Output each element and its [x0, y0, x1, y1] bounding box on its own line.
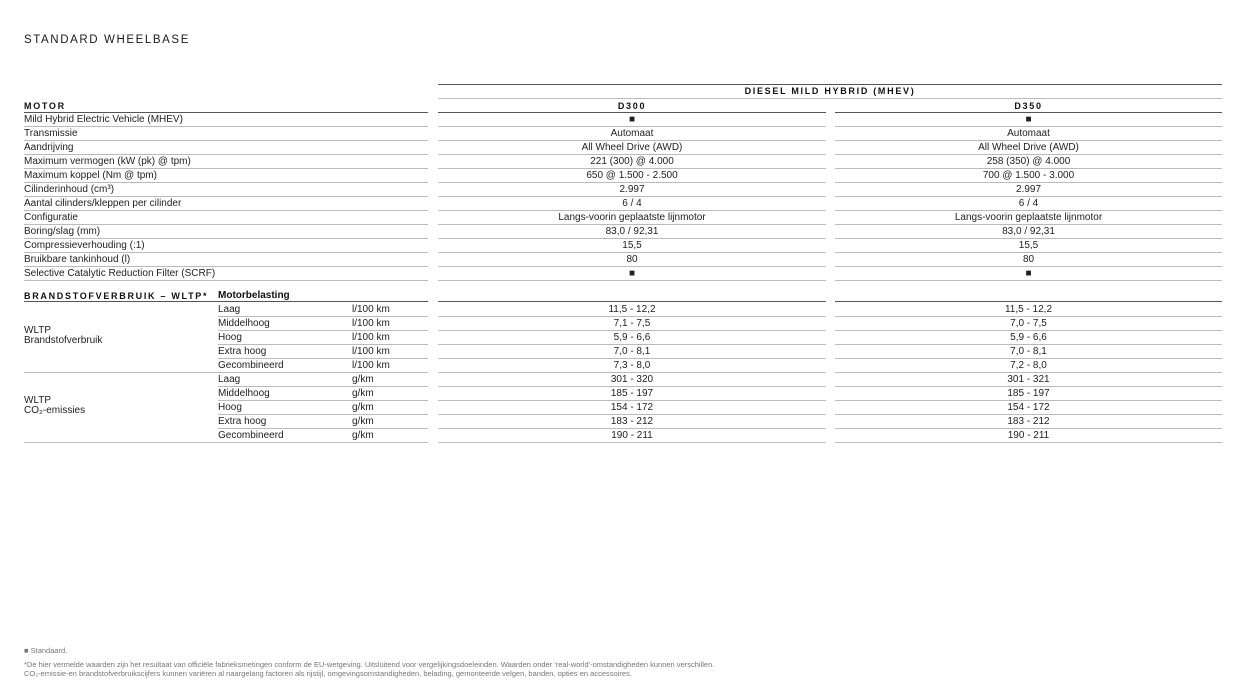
cell-d300: 221 (300) @ 4.000 — [590, 156, 674, 167]
load-label: Gecombineerd — [218, 360, 284, 371]
row-label: Maximum koppel (Nm @ tpm) — [24, 170, 157, 181]
load-label: Laag — [218, 374, 241, 385]
unit-label: g/km — [352, 402, 374, 413]
divider — [438, 84, 1222, 85]
divider — [835, 112, 1222, 113]
cell-d350: 15,5 — [1018, 240, 1039, 251]
page-title: STANDARD WHEELBASE — [24, 34, 190, 46]
cell-d300: ■ — [628, 114, 636, 125]
cell-d350: 700 @ 1.500 - 3.000 — [982, 170, 1075, 181]
row-divider — [835, 442, 1222, 443]
unit-label: g/km — [352, 388, 374, 399]
cell-d350: All Wheel Drive (AWD) — [978, 142, 1079, 153]
cell-d300: 83,0 / 92,31 — [605, 226, 659, 237]
unit-label: l/100 km — [352, 304, 390, 315]
motor-heading: MOTOR — [24, 101, 66, 111]
row-divider — [24, 140, 428, 141]
cell-d350: 7,0 - 8,1 — [1010, 346, 1047, 357]
cell-d300: Automaat — [610, 128, 654, 139]
row-label: Cilinderinhoud (cm³) — [24, 184, 115, 195]
load-label: Laag — [218, 304, 241, 315]
row-label: Aandrijving — [24, 142, 74, 153]
footnote-1: *De hier vermelde waarden zijn het resultaat van officiële fabrieksmetingen conform de EU-wetgeving. Uitsluitend voor vergelijkingsdoeleinden. Waarden onder 'real-world'-omstandigheden kunnen verschillen. — [24, 660, 715, 669]
unit-label: l/100 km — [352, 318, 390, 329]
cell-d300: 185 - 197 — [610, 388, 654, 399]
row-divider — [218, 330, 428, 331]
row-label: Compressieverhouding (:1) — [24, 240, 145, 251]
group-label-line2: Brandstofverbruik — [24, 335, 103, 346]
cell-d300: Langs-voorin geplaatste lijnmotor — [558, 212, 706, 223]
load-label: Extra hoog — [218, 416, 267, 427]
load-label: Extra hoog — [218, 346, 267, 357]
cell-d300: 7,3 - 8,0 — [613, 360, 651, 371]
cell-d350: Automaat — [1007, 128, 1050, 139]
divider — [24, 112, 428, 113]
row-divider — [438, 442, 826, 443]
unit-label: g/km — [352, 374, 374, 385]
cell-d300: ■ — [628, 268, 636, 279]
cell-d300: 154 - 172 — [610, 402, 654, 413]
row-label: Transmissie — [24, 128, 78, 139]
group-header: DIESEL MILD HYBRID (MHEV) — [744, 86, 916, 96]
unit-label: l/100 km — [352, 360, 390, 371]
cell-d350: 7,2 - 8,0 — [1010, 360, 1047, 371]
row-label: Bruikbare tankinhoud (l) — [24, 254, 131, 265]
load-label: Hoog — [218, 332, 242, 343]
divider — [438, 98, 1222, 99]
cell-d350: Langs-voorin geplaatste lijnmotor — [954, 212, 1103, 223]
group-label-line2: CO₂-emissies — [24, 405, 86, 416]
cell-d350: 11,5 - 12,2 — [1004, 304, 1053, 315]
cell-d300: 650 @ 1.500 - 2.500 — [586, 170, 678, 181]
motorbelasting-header: Motorbelasting — [218, 290, 290, 301]
cell-d300: 15,5 — [622, 240, 642, 251]
fuel-heading: BRANDSTOFVERBRUIK – WLTP* — [24, 291, 209, 301]
cell-d350: 7,0 - 7,5 — [1010, 318, 1047, 329]
footnote-2: CO₂-emissie-en brandstofverbruikscijfers kunnen variëren al naargelang factoren als rijstijl, omgevingsomstandigheden, belading, gemonteerde velgen, banden, opties en accessoires. — [24, 669, 632, 678]
load-label: Middelhoog — [218, 388, 270, 399]
divider — [438, 301, 826, 302]
cell-d350: 185 - 197 — [1007, 388, 1050, 399]
footnote-standard: ■ Standaard. — [24, 646, 68, 655]
group-label-line1: WLTP — [24, 395, 52, 406]
cell-d350: 5,9 - 6,6 — [1010, 332, 1047, 343]
row-label: Configuratie — [24, 212, 78, 223]
cell-d300: 5,9 - 6,6 — [613, 332, 651, 343]
cell-d350: ■ — [1025, 268, 1032, 279]
cell-d350: 154 - 172 — [1007, 402, 1050, 413]
row-divider — [24, 280, 428, 281]
cell-d300: 80 — [626, 254, 638, 265]
cell-d300: 301 - 320 — [610, 374, 654, 385]
cell-d350: 258 (350) @ 4.000 — [986, 156, 1071, 167]
group-label-line1: WLTP — [24, 325, 52, 336]
row-divider — [24, 126, 428, 127]
cell-d300: 11,5 - 12,2 — [608, 304, 656, 315]
column-header-d350: D350 — [1014, 101, 1043, 111]
load-label: Middelhoog — [218, 318, 270, 329]
row-divider — [438, 280, 826, 281]
divider — [438, 112, 826, 113]
cell-d300: 190 - 211 — [611, 430, 653, 441]
row-label: Mild Hybrid Electric Vehicle (MHEV) — [24, 114, 183, 125]
row-label: Boring/slag (mm) — [24, 226, 101, 237]
cell-d300: All Wheel Drive (AWD) — [581, 142, 683, 153]
cell-d350: 2.997 — [1015, 184, 1042, 195]
row-divider — [835, 280, 1222, 281]
cell-d350: 183 - 212 — [1007, 416, 1050, 427]
cell-d350: ■ — [1025, 114, 1032, 125]
row-divider — [218, 400, 428, 401]
cell-d300: 2.997 — [619, 184, 645, 195]
row-divider — [24, 210, 428, 211]
divider — [835, 301, 1222, 302]
column-header-d300: D300 — [617, 101, 647, 111]
cell-d300: 7,0 - 8,1 — [613, 346, 651, 357]
cell-d350: 80 — [1022, 254, 1035, 265]
cell-d300: 183 - 212 — [610, 416, 654, 427]
cell-d350: 83,0 / 92,31 — [1002, 226, 1055, 237]
row-label: Aantal cilinders/kleppen per cilinder — [24, 198, 182, 209]
divider — [24, 301, 428, 302]
unit-label: g/km — [352, 416, 374, 427]
row-label: Selective Catalytic Reduction Filter (SCRF) — [24, 268, 216, 279]
cell-d300: 6 / 4 — [622, 198, 642, 209]
cell-d350: 301 - 321 — [1007, 374, 1050, 385]
cell-d350: 6 / 4 — [1018, 198, 1039, 209]
row-label: Maximum vermogen (kW (pk) @ tpm) — [24, 156, 191, 167]
unit-label: l/100 km — [352, 332, 390, 343]
row-divider — [24, 442, 428, 443]
unit-label: g/km — [352, 430, 374, 441]
unit-label: l/100 km — [352, 346, 390, 357]
load-label: Hoog — [218, 402, 242, 413]
cell-d350: 190 - 211 — [1007, 430, 1050, 441]
load-label: Gecombineerd — [218, 430, 284, 441]
cell-d300: 7,1 - 7,5 — [613, 318, 651, 329]
